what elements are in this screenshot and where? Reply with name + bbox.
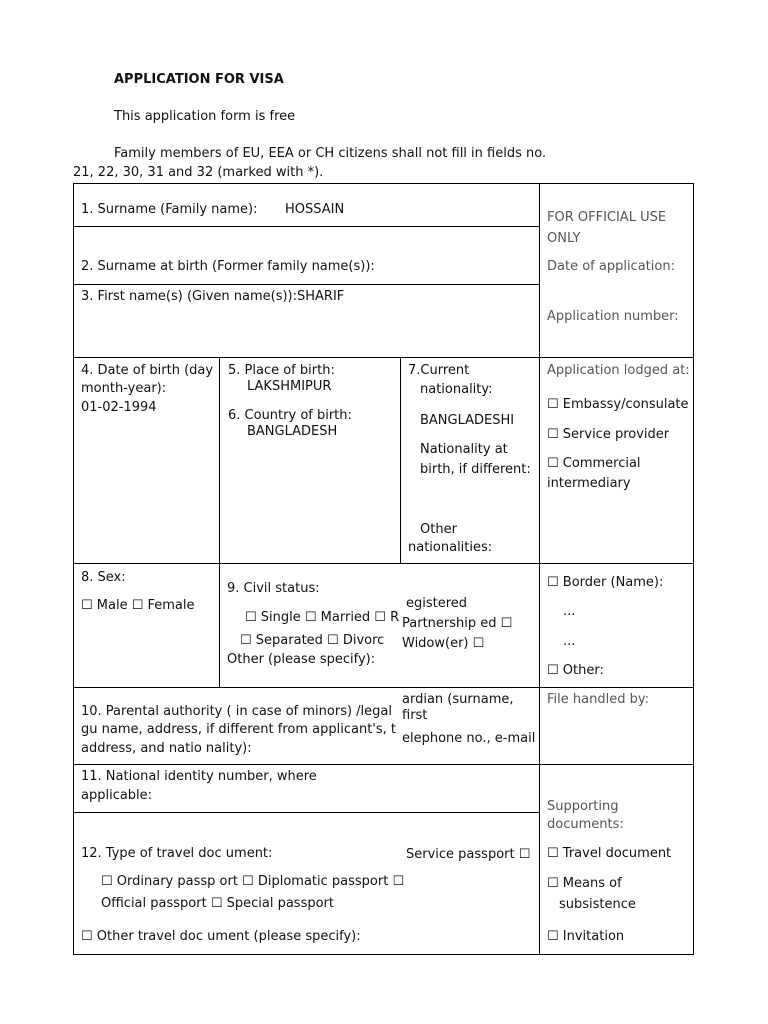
- civil-status-options-1[interactable]: ☐ Single ☐ Married ☐ R: [245, 610, 400, 625]
- row-divider: [73, 357, 694, 358]
- country-of-birth-value[interactable]: BANGLADESH: [247, 424, 338, 439]
- lodged-at-label: Application lodged at:: [547, 363, 690, 378]
- cell-divider: [400, 357, 401, 564]
- place-of-birth-value[interactable]: LAKSHMIPUR: [247, 379, 332, 394]
- official-use-heading-2: ONLY: [547, 231, 581, 246]
- travel-doc-type-label: 12. Type of travel doc ument:: [81, 846, 273, 861]
- civil-status-partnership[interactable]: Partnership ed ☐: [402, 616, 513, 631]
- row-divider: [73, 687, 694, 688]
- commercial-option-1[interactable]: ☐ Commercial: [547, 456, 641, 471]
- border-dots-1: ...: [563, 604, 576, 619]
- row-divider: [73, 284, 539, 285]
- parental-authority-right-1: ardian (surname,: [402, 692, 514, 707]
- current-nationality-value[interactable]: BANGLADESHI: [420, 413, 515, 428]
- current-nationality-label-1: 7.Current: [408, 363, 470, 378]
- parental-authority-line-3: address, and natio nality):: [81, 741, 252, 756]
- current-nationality-label-2: nationality:: [420, 382, 493, 397]
- embassy-option[interactable]: ☐ Embassy/consulate: [547, 397, 689, 412]
- free-note: This application form is free: [114, 109, 296, 124]
- official-column-divider: [539, 183, 540, 955]
- travel-document-option[interactable]: ☐ Travel document: [547, 846, 672, 861]
- table-border-left: [73, 183, 74, 955]
- civil-status-other: Other (please specify):: [227, 652, 376, 667]
- sex-options[interactable]: ☐ Male ☐ Female: [81, 598, 195, 613]
- civil-status-label: 9. Civil status:: [227, 581, 320, 596]
- other-nationalities-label-2: nationalities:: [408, 540, 493, 555]
- family-note-line-2: 21, 22, 30, 31 and 32 (marked with *).: [73, 165, 324, 180]
- date-of-birth-label-2: month-year):: [81, 381, 167, 396]
- civil-status-registered: egistered: [406, 596, 468, 611]
- national-id-label-2: applicable:: [81, 788, 153, 803]
- row-divider: [73, 812, 539, 813]
- cell-divider: [219, 357, 220, 564]
- row-divider: [73, 226, 539, 227]
- other-nationalities-label-1: Other: [420, 522, 457, 537]
- table-border-top: [73, 183, 694, 184]
- surname-label: 1. Surname (Family name):: [81, 202, 258, 217]
- date-of-birth-label-1: 4. Date of birth (day: [81, 363, 214, 378]
- other-option[interactable]: ☐ Other:: [547, 663, 604, 678]
- row-divider: [73, 764, 694, 765]
- nationality-at-birth-label-2: birth, if different:: [420, 462, 531, 477]
- service-passport-option[interactable]: Service passport ☐: [406, 847, 531, 862]
- family-note-line-1: Family members of EU, EEA or CH citizens shall not fill in fields no.: [114, 146, 547, 161]
- row-divider: [73, 563, 694, 564]
- border-dots-2: ...: [563, 634, 576, 649]
- commercial-option-2: intermediary: [547, 476, 631, 491]
- sex-label: 8. Sex:: [81, 570, 126, 585]
- official-use-heading-1: FOR OFFICIAL USE: [547, 210, 667, 225]
- supporting-docs-label-1: Supporting: [547, 799, 619, 814]
- civil-status-options-2[interactable]: ☐ Separated ☐ Divorc: [240, 633, 385, 648]
- country-of-birth-label: 6. Country of birth:: [228, 408, 352, 423]
- surname-at-birth-label: 2. Surname at birth (Former family name(s)):: [81, 259, 375, 274]
- table-border-bottom: [73, 954, 694, 955]
- file-handled-label: File handled by:: [547, 692, 649, 707]
- service-provider-option[interactable]: ☐ Service provider: [547, 427, 670, 442]
- place-of-birth-label: 5. Place of birth:: [228, 363, 335, 378]
- national-id-label-1: 11. National identity number, where: [81, 769, 317, 784]
- cell-divider: [219, 563, 220, 687]
- date-of-application-label: Date of application:: [547, 259, 675, 274]
- border-option[interactable]: ☐ Border (Name):: [547, 575, 664, 590]
- travel-doc-options-1[interactable]: ☐ Ordinary passp ort ☐ Diplomatic passport ☐: [101, 874, 405, 889]
- application-number-label: Application number:: [547, 309, 679, 324]
- parental-authority-right-2: first: [402, 708, 428, 723]
- table-border-right: [693, 183, 694, 955]
- form-title: APPLICATION FOR VISA: [114, 72, 284, 87]
- parental-authority-right-3: elephone no., e-mail: [402, 731, 536, 746]
- other-travel-doc-option[interactable]: ☐ Other travel doc ument (please specify):: [81, 929, 361, 944]
- invitation-option[interactable]: ☐ Invitation: [547, 929, 625, 944]
- means-of-subsistence-label: subsistence: [559, 897, 636, 912]
- surname-value[interactable]: HOSSAIN: [285, 202, 345, 217]
- supporting-docs-label-2: documents:: [547, 817, 624, 832]
- nationality-at-birth-label-1: Nationality at: [420, 442, 508, 457]
- first-name-label: 3. First name(s) (Given name(s)):: [81, 289, 297, 304]
- parental-authority-line-2: gu name, address, if different from applicant's, t: [81, 722, 396, 737]
- first-name-value[interactable]: SHARIF: [297, 289, 345, 304]
- civil-status-widow[interactable]: Widow(er) ☐: [402, 636, 485, 651]
- parental-authority-line-1: 10. Parental authority ( in case of minors) /legal: [81, 704, 392, 719]
- date-of-birth-value[interactable]: 01-02-1994: [81, 400, 157, 415]
- means-of-subsistence-option[interactable]: ☐ Means of: [547, 876, 622, 891]
- travel-doc-options-2[interactable]: Official passport ☐ Special passport: [101, 896, 334, 911]
